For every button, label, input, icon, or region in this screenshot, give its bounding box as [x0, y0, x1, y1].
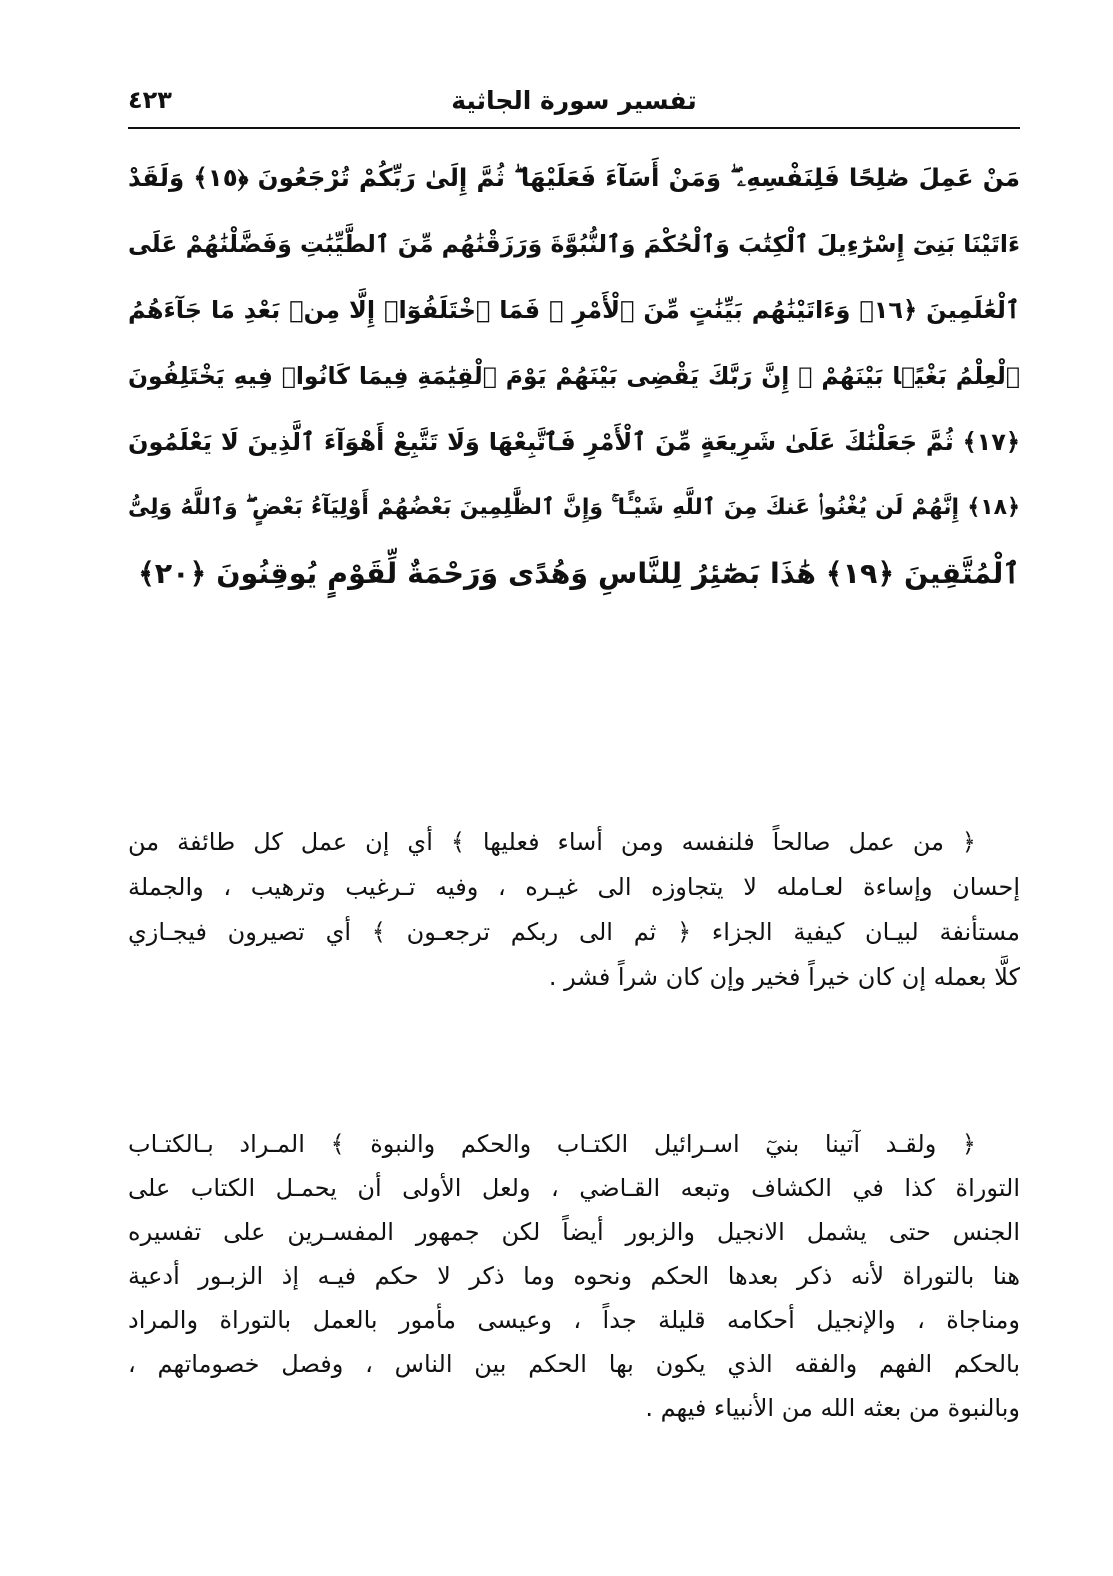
commentary-line: بالحكم الفهم والفقه الذي يكون بها الحكم بين الناس ، وفصل خصوماتهم ،	[128, 1350, 1020, 1378]
verse-line: ﴿١٨﴾ إِنَّهُمْ لَن يُغْنُوا۟ عَنكَ مِنَ ٱللَّهِ شَيْـًٔا ۚ وَإِنَّ ٱلظَّٰلِمِينَ بَعْضُهُمْ أَوْلِيَآءُ بَعْضٍ ۖ وَٱللَّهُ وَلِىُّ	[128, 495, 1020, 520]
commentary-line: ﴿ من عمل صالحاً فلنفسه ومن أساء فعليها ﴾ أي إن عمل كل طائفة من	[128, 828, 976, 856]
commentary-line: وبالنبوة من بعثه الله من الأنبياء فيهم .	[645, 1394, 1020, 1422]
page-number: ٤٢٣	[128, 86, 172, 114]
header-rule	[128, 127, 1020, 129]
commentary-line: التوراة كذا في الكشاف وتبعه القـاضي ، ولعل الأولى أن يحمـل الكتاب على	[128, 1174, 1020, 1202]
commentary-line: إحسان وإساءة لعـامله لا يتجاوزه الى غيـره ، وفيه تـرغيب وترهيب ، والجملة	[128, 873, 1020, 901]
quran-verses	[128, 145, 1020, 607]
commentary-line: مستأنفة لبيـان كيفية الجزاء ﴿ ثم الى ربكم ترجعـون ﴾ أي تصيرون فيجـازي	[128, 918, 1020, 946]
verse-line: ءَاتَيْنَا بَنِىٓ إِسْرَٰٓءِيلَ ٱلْكِتَٰبَ وَٱلْحُكْمَ وَٱلنُّبُوَّةَ وَرَزَقْنَٰهُم مِّنَ ٱلطَّيِّبَٰتِ وَفَضَّلْنَٰهُمْ عَلَى	[128, 230, 1020, 258]
commentary-paragraph	[128, 820, 1020, 1000]
verse-line: ٱلْمُتَّقِينَ ﴿١٩﴾ هَٰذَا بَصَٰٓئِرُ لِلنَّاسِ وَهُدًى وَرَحْمَةٌ لِّقَوْمٍ يُوقِنُونَ ﴿٢٠﴾	[138, 557, 1020, 590]
commentary-line: كلًّا بعمله إن كان خيراً فخير وإن كان شراً فشر .	[548, 963, 1020, 991]
commentary-paragraph	[128, 1122, 1020, 1430]
running-title: تفسير سورة الجاثية	[451, 86, 697, 115]
verse-line: ﴿١٧﴾ ثُمَّ جَعَلْنَٰكَ عَلَىٰ شَرِيعَةٍ مِّنَ ٱلْأَمْرِ فَٱتَّبِعْهَا وَلَا تَتَّبِعْ أَهْوَآءَ ٱلَّذِينَ لَا يَعْلَمُونَ	[128, 428, 1020, 456]
verse-line: ٱلْعِلْمُ بَغْيًۢا بَيْنَهُمْ ۚ إِنَّ رَبَّكَ يَقْضِى بَيْنَهُمْ يَوْمَ ٱلْقِيَٰمَةِ فِيمَا كَانُوا۟ فِيهِ يَخْتَلِفُونَ	[128, 362, 1020, 390]
commentary-line: ومناجاة ، والإنجيل أحكامه قليلة جداً ، وعيسى مأمور بالعمل بالتوراة والمراد	[128, 1306, 1020, 1334]
commentary-line: ﴿ ولقـد آتينا بنيٓ اسـرائيل الكتـاب والحكم والنبوة ﴾ المـراد بـالكتـاب	[128, 1130, 976, 1158]
verse-line: ٱلْعَٰلَمِينَ ﴿١٦﴾ وَءَاتَيْنَٰهُم بَيِّنَٰتٍ مِّنَ ٱلْأَمْرِ ۖ فَمَا ٱخْتَلَفُوٓا۟ إِلَّا مِنۢ بَعْدِ مَا جَآءَهُمُ	[128, 296, 1020, 324]
commentary-line: هنا بالتوراة لأنه ذكر بعدها الحكم ونحوه وما ذكر لا حكم فيـه إذ الزبـور أدعية	[128, 1262, 1020, 1290]
verse-line: مَنْ عَمِلَ صَٰلِحًا فَلِنَفْسِهِۦ ۖ وَمَنْ أَسَآءَ فَعَلَيْهَا ۖ ثُمَّ إِلَىٰ رَبِّكُمْ تُرْجَعُونَ ﴿١٥﴾ وَلَقَدْ	[128, 163, 1020, 192]
commentary-line: الجنس حتى يشمل الانجيل والزبور أيضاً لكن جمهور المفسـرين على تفسيره	[128, 1218, 1020, 1246]
page-header	[128, 84, 1020, 124]
